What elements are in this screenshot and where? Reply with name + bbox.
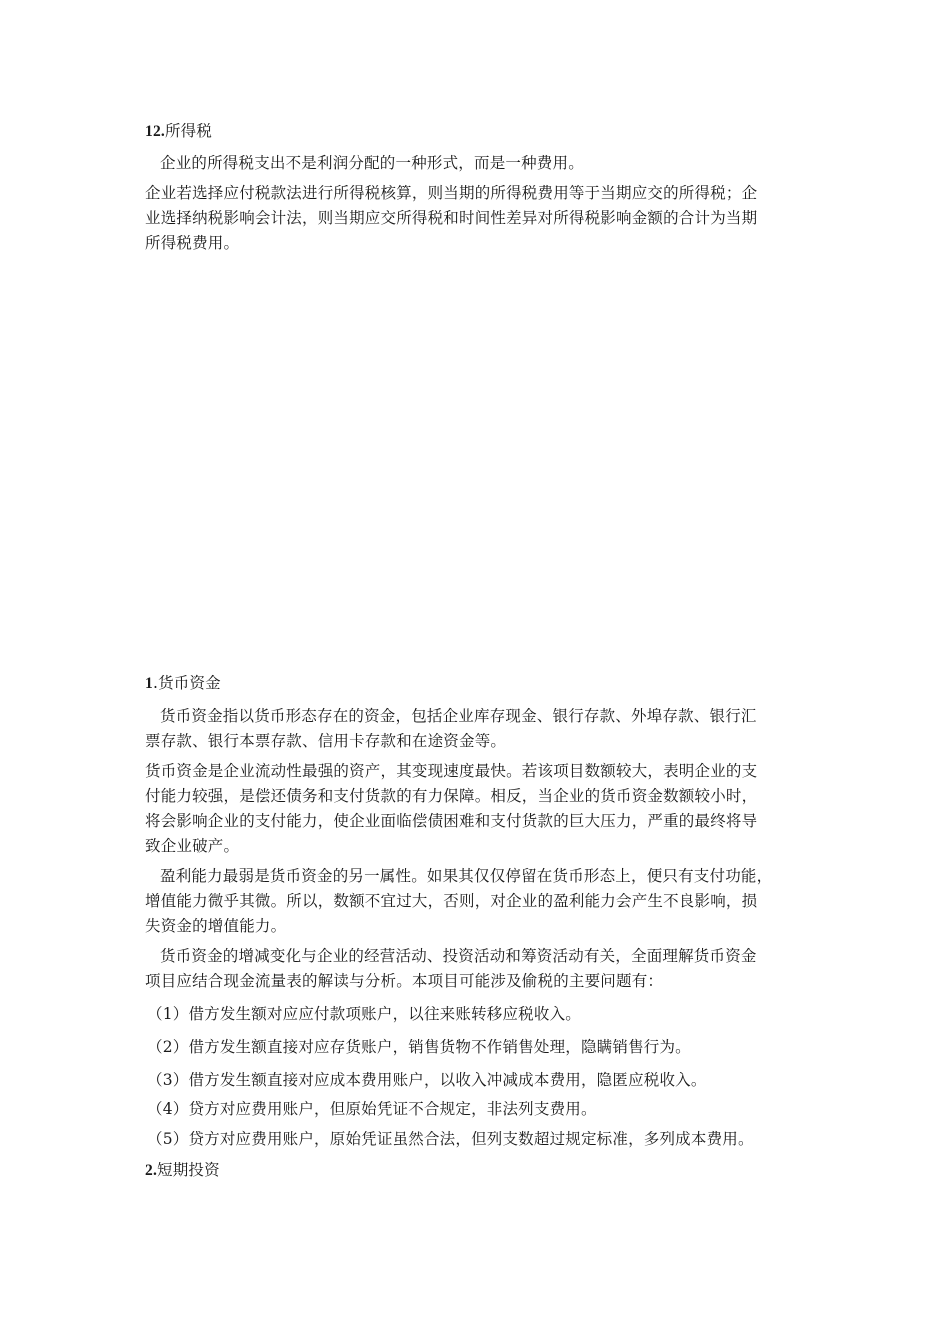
paragraph-line: 项目应结合现金流量表的解读与分析。本项目可能涉及偷税的主要问题有： [145, 972, 664, 990]
paragraph-line: 盈利能力最弱是货币资金的另一属性。如果其仅仅停留在货币形态上，便只有支付功能， [160, 867, 773, 885]
paragraph-line: 付能力较强，是偿还债务和支付货款的有力保障。相反，当企业的货币资金数额较小时， [145, 787, 758, 805]
heading-number: 1 [145, 675, 153, 692]
paragraph-line: 致企业破产。 [145, 837, 240, 855]
section-heading-short-term-investment [145, 1160, 220, 1181]
paragraph-line: 货币资金指以货币形态存在的资金，包括企业库存现金、银行存款、外埠存款、银行汇 [160, 707, 757, 725]
list-item: （5）贷方对应费用账户，原始凭证虽然合法，但列支数超过规定标准，多列成本费用。 [147, 1130, 754, 1148]
paragraph-line: 增值能力微乎其微。所以，数额不宜过大，否则，对企业的盈利能力会产生不良影响，损 [145, 892, 758, 910]
paragraph-line: 企业的所得税支出不是利润分配的一种形式，而是一种费用。 [160, 154, 584, 172]
section-heading-income-tax [145, 121, 212, 142]
paragraph-line: 将会影响企业的支付能力，使企业面临偿债困难和支付货款的巨大压力，严重的最终将导 [145, 812, 758, 830]
list-item: （1）借方发生额对应应付款项账户，以往来账转移应税收入。 [147, 1005, 581, 1023]
heading-text: 短期投资 [157, 1161, 220, 1179]
paragraph-line: 业选择纳税影响会计法，则当期应交所得税和时间性差异对所得税影响金额的合计为当期 [145, 209, 758, 227]
list-item: （3）借方发生额直接对应成本费用账户，以收入冲减成本费用，隐匿应税收入。 [147, 1071, 707, 1089]
paragraph-line: 货币资金是企业流动性最强的资产，其变现速度最快。若该项目数额较大，表明企业的支 [145, 762, 758, 780]
paragraph-line: 票存款、银行本票存款、信用卡存款和在途资金等。 [145, 732, 507, 750]
paragraph-line: 所得税费用。 [145, 234, 240, 252]
list-item: （2）借方发生额直接对应存货账户，销售货物不作销售处理，隐瞒销售行为。 [147, 1038, 691, 1056]
heading-number: 2. [145, 1162, 158, 1179]
paragraph-line: 货币资金的增减变化与企业的经营活动、投资活动和筹资活动有关，全面理解货币资金 [160, 947, 757, 965]
paragraph-line: 失资金的增值能力。 [145, 917, 287, 935]
heading-text: 所得税 [164, 122, 213, 140]
paragraph-line: 企业若选择应付税款法进行所得税核算，则当期的所得税费用等于当期应交的所得税；企 [145, 184, 758, 202]
heading-text: .货币资金 [152, 674, 221, 692]
list-item: （4）贷方对应费用账户，但原始凭证不合规定，非法列支费用。 [147, 1100, 597, 1118]
section-heading-monetary-funds [145, 673, 221, 694]
heading-number: 12. [145, 123, 165, 140]
